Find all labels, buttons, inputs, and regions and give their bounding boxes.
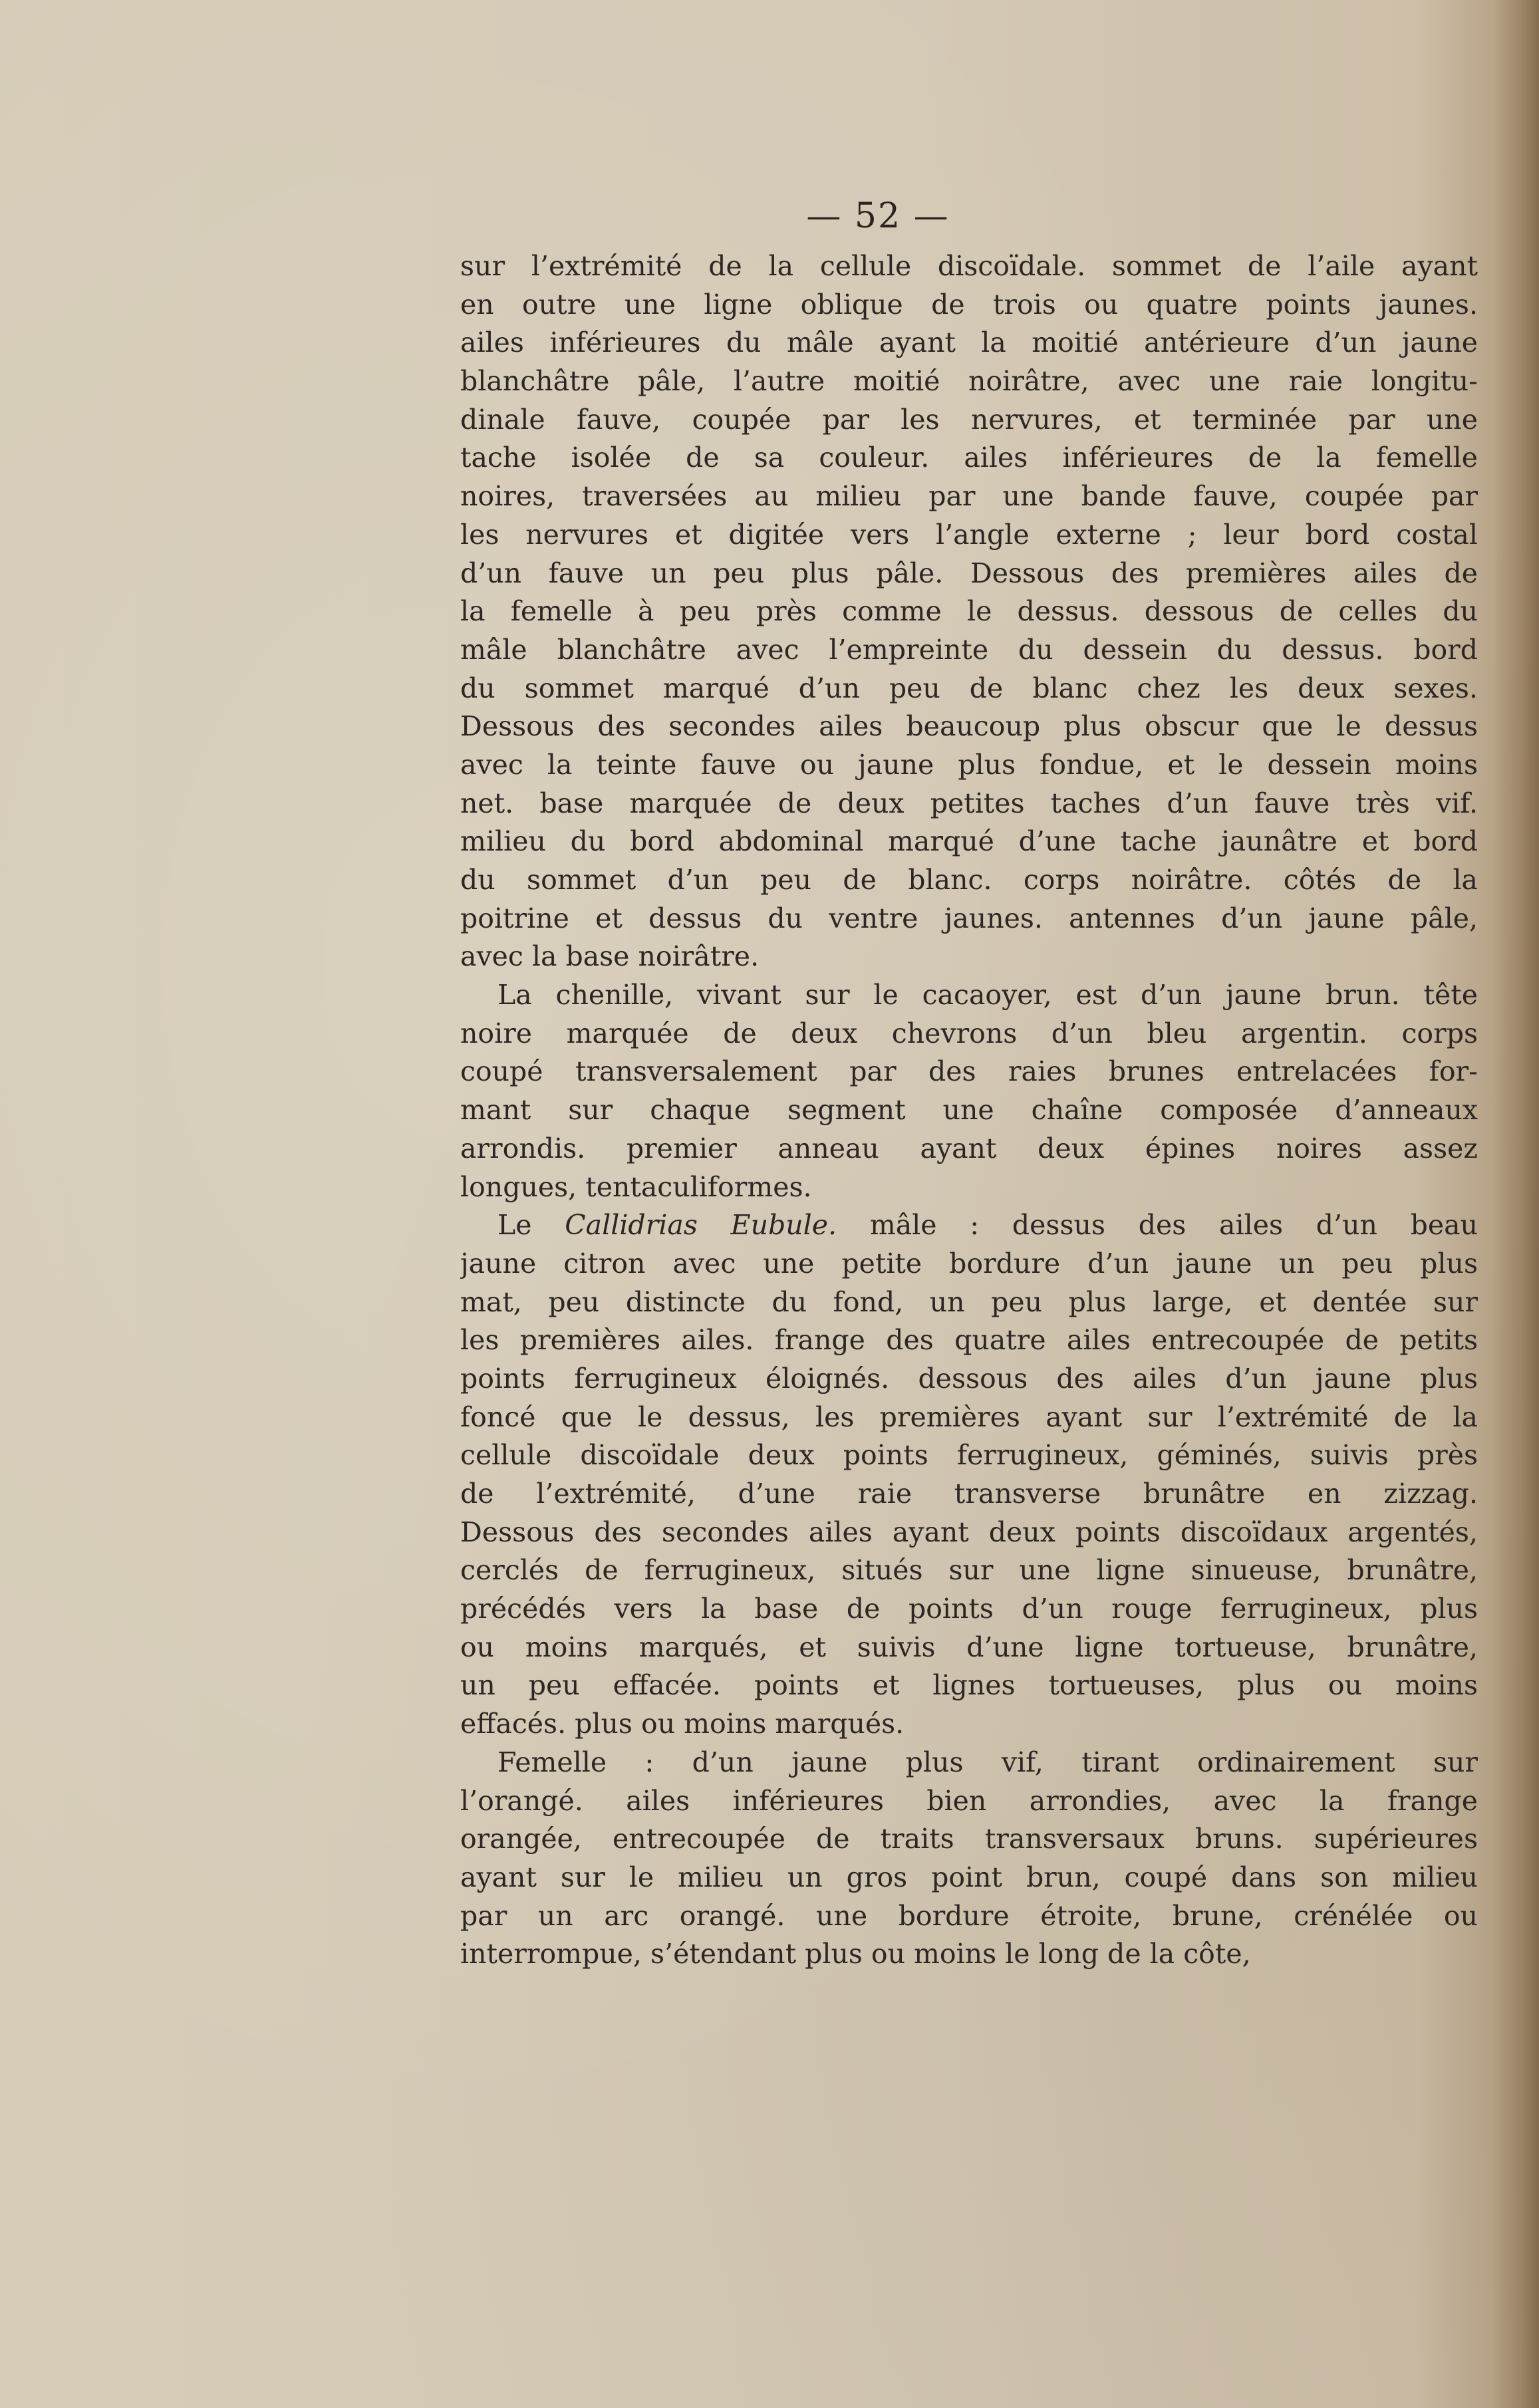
text-line: jaune citron avec une petite bordure d’un jaune un peu plus	[460, 1247, 1478, 1279]
text-line: mat, peu distincte du fond, un peu plus large, et dentée sur	[460, 1285, 1478, 1318]
text-line: cellule discoïdale deux points ferrugineux, géminés, suivis près	[460, 1439, 1478, 1472]
text-line: ailes inférieures du mâle ayant la moitié antérieure d’un jaune	[460, 327, 1478, 359]
text-line: cerclés de ferrugineux, situés sur une ligne sinueuse, brunâtre,	[460, 1554, 1478, 1587]
text-line: d’un fauve un peu plus pâle. Dessous des premières ailes de	[460, 557, 1478, 589]
text-line: ayant sur le milieu un gros point brun, coupé dans son milieu	[460, 1861, 1478, 1893]
text-line: interrompue, s’étendant plus ou moins le long de la côte,	[460, 1938, 1251, 1970]
text-line: du sommet d’un peu de blanc. corps noirâtre. côtés de la	[460, 864, 1478, 896]
paragraph	[460, 1206, 1478, 1744]
text-line: foncé que le dessus, les premières ayant sur l’extrémité de la	[460, 1401, 1478, 1433]
text-line: longues, tentaculiformes.	[460, 1170, 812, 1203]
text-line: les premières ailes. frange des quatre ailes entrecoupée de petits	[460, 1324, 1478, 1357]
text-line: sur l’extrémité de la cellule discoïdale. sommet de l’aile ayant	[460, 250, 1478, 282]
text-line: milieu du bord abdominal marqué d’une tache jaunâtre et bord	[460, 825, 1478, 858]
text-line: la femelle à peu près comme le dessus. dessous de celles du	[460, 595, 1478, 628]
text-line: coupé transversalement par des raies brunes entrelacées for-	[460, 1055, 1478, 1088]
paragraph	[460, 247, 1478, 976]
text-line: dinale fauve, coupée par les nervures, et terminée par une	[460, 403, 1478, 436]
paragraph	[460, 1744, 1478, 1974]
text-line: effacés. plus ou moins marqués.	[460, 1708, 905, 1740]
species-name: Callidrias Eubule.	[565, 1209, 837, 1242]
text-line: les nervures et digitée vers l’angle externe ; leur bord costal	[460, 518, 1478, 551]
text-line: tache isolée de sa couleur. ailes inférieures de la femelle	[460, 442, 1478, 474]
text-line: de l’extrémité, d’une raie transverse brunâtre en zizzag.	[460, 1478, 1478, 1510]
text-line: avec la teinte fauve ou jaune plus fondue, et le dessein moins	[460, 748, 1478, 781]
text-line: noire marquée de deux chevrons d’un bleu argentin. corps	[460, 1017, 1478, 1049]
text-line: Le Callidrias Eubule. mâle : dessus des ailes d’un beau	[497, 1209, 1478, 1242]
text-line: La chenille, vivant sur le cacaoyer, est d’un jaune brun. tête	[497, 979, 1478, 1011]
text-line: ou moins marqués, et suivis d’une ligne tortueuse, brunâtre,	[460, 1631, 1478, 1663]
text-line: par un arc orangé. une bordure étroite, brune, crénélée ou	[460, 1899, 1478, 1932]
text-line: mant sur chaque segment une chaîne composée d’anneaux	[460, 1094, 1478, 1127]
text-line: points ferrugineux éloignés. dessous des ailes d’un jaune plus	[460, 1362, 1478, 1395]
text-line: en outre une ligne oblique de trois ou quatre points jaunes.	[460, 288, 1478, 321]
text-line: précédés vers la base de points d’un rouge ferrugineux, plus	[460, 1593, 1478, 1625]
paragraph	[460, 976, 1478, 1206]
text-line: du sommet marqué d’un peu de blanc chez les deux sexes.	[460, 672, 1478, 704]
text-line: avec la base noirâtre.	[460, 940, 760, 973]
text-line: noires, traversées au milieu par une bande fauve, coupée par	[460, 480, 1478, 513]
page-edge-shadow	[1492, 0, 1539, 2408]
text-line: poitrine et dessus du ventre jaunes. antennes d’un jaune pâle,	[460, 902, 1478, 934]
text-line: orangée, entrecoupée de traits transversaux bruns. supérieures	[460, 1823, 1478, 1855]
text-line: un peu effacée. points et lignes tortueuses, plus ou moins	[460, 1669, 1478, 1702]
text-line: net. base marquée de deux petites taches d’un fauve très vif.	[460, 787, 1478, 819]
text-line: arrondis. premier anneau ayant deux épines noires assez	[460, 1132, 1478, 1164]
text-line: blanchâtre pâle, l’autre moitié noirâtre, avec une raie longitu-	[460, 365, 1478, 398]
body-text	[460, 247, 1478, 1974]
text-line: Dessous des secondes ailes beaucoup plus obscur que le dessus	[460, 710, 1478, 743]
text-line: l’orangé. ailes inférieures bien arrondies, avec la frange	[460, 1784, 1478, 1817]
text-line: mâle blanchâtre avec l’empreinte du dessein du dessus. bord	[460, 633, 1478, 666]
text-line: Dessous des secondes ailes ayant deux points discoïdaux argentés,	[460, 1516, 1478, 1548]
page-number: — 52 —	[806, 196, 950, 236]
text-line: Femelle : d’un jaune plus vif, tirant ordinairement sur	[497, 1746, 1478, 1778]
